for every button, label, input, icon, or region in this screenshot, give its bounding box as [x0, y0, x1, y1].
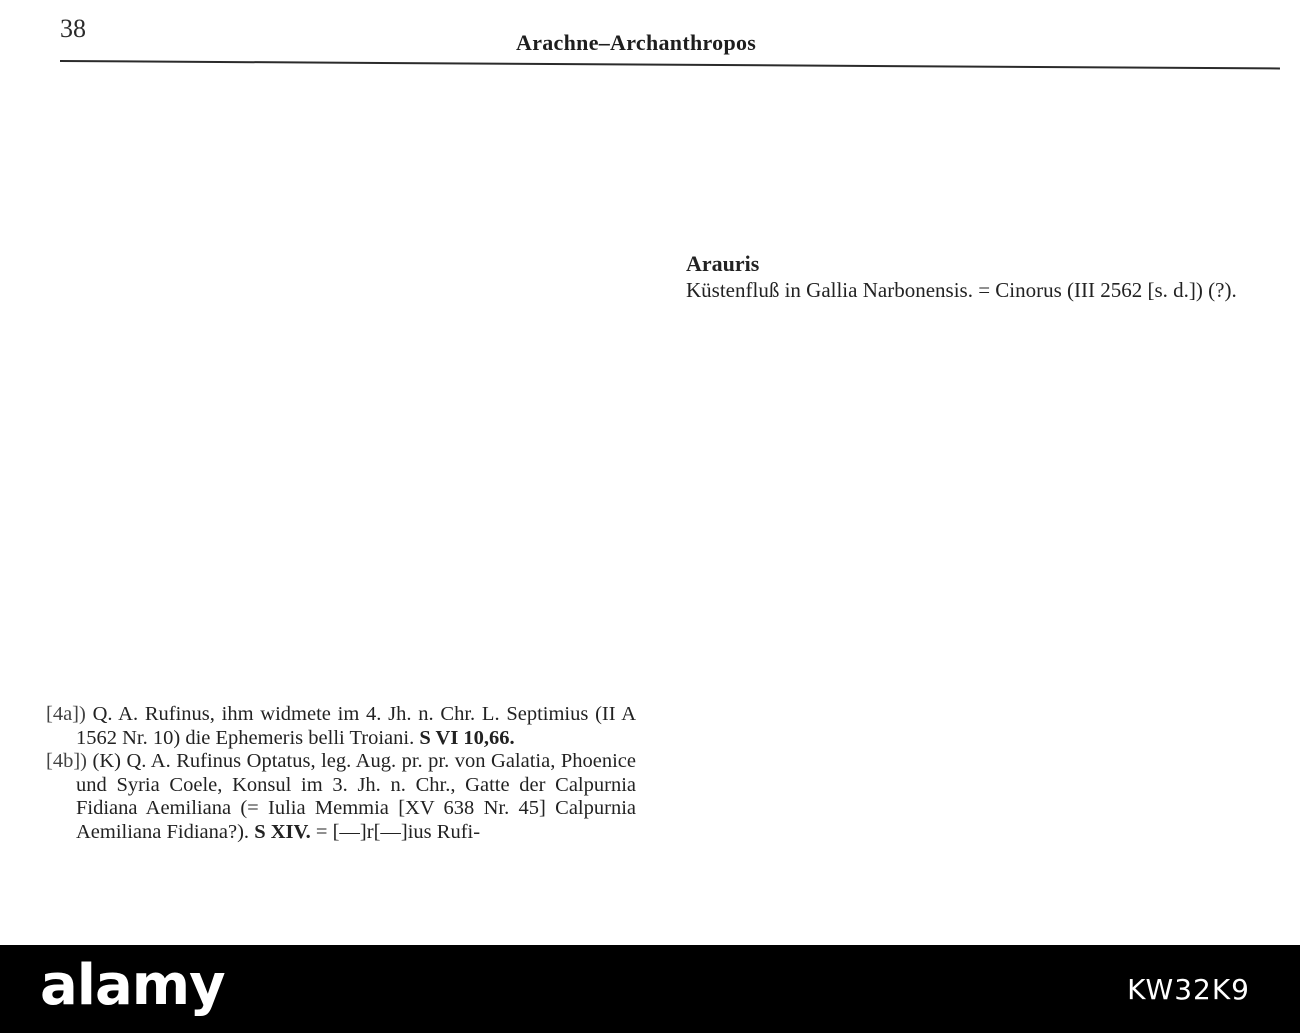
entry-4a-text: Q. A. Rufinus, ihm widmete im 4. Jh. n. Chr. L. Septimius (II A 1562 Nr. 10) die Ephemeris belli Troiani.: [76, 703, 637, 749]
running-head: Arachne–Archanthropos: [516, 30, 757, 55]
entry-4b-tail: = [––]r[––]ius Rufi-: [315, 820, 481, 843]
image-id: KW32K9: [1127, 973, 1250, 1006]
entry-rufinus: [46, 703, 636, 844]
entry-4b-text: (K) Q. A. Rufinus Optatus, leg. Aug. pr. pr. von Galatia, Phoenice und Syria Coele, Konsul im 3. Jh. n. Chr., Gatte der Calpurnia Fidiana Aemiliana (= Iulia Memmia [XV 638 Nr. 45] Calpurnia Aemiliana Fidiana?).: [76, 750, 636, 843]
entry-4b-reference: S XIV.: [254, 820, 311, 843]
entry-4a-reference: S VI 10,66.: [419, 726, 515, 749]
watermark-banner: [0, 945, 1300, 1033]
entry-body: Küstenfluß in Gallia Narbonensis. = Cinorus (III 2562 [s. d.]) (?).: [686, 278, 1237, 302]
entry-4a: [46, 703, 636, 750]
page-number: 38: [60, 14, 86, 43]
entry-4b: [46, 750, 636, 844]
entry-arauris: [686, 250, 1276, 304]
entry-4a-marker: [4a]): [46, 703, 86, 725]
entry-title: Arauris: [686, 251, 760, 276]
header-rule: [60, 60, 1280, 69]
entry-4b-marker: [4b]): [46, 750, 87, 772]
alamy-logo: alamy: [40, 953, 225, 1018]
